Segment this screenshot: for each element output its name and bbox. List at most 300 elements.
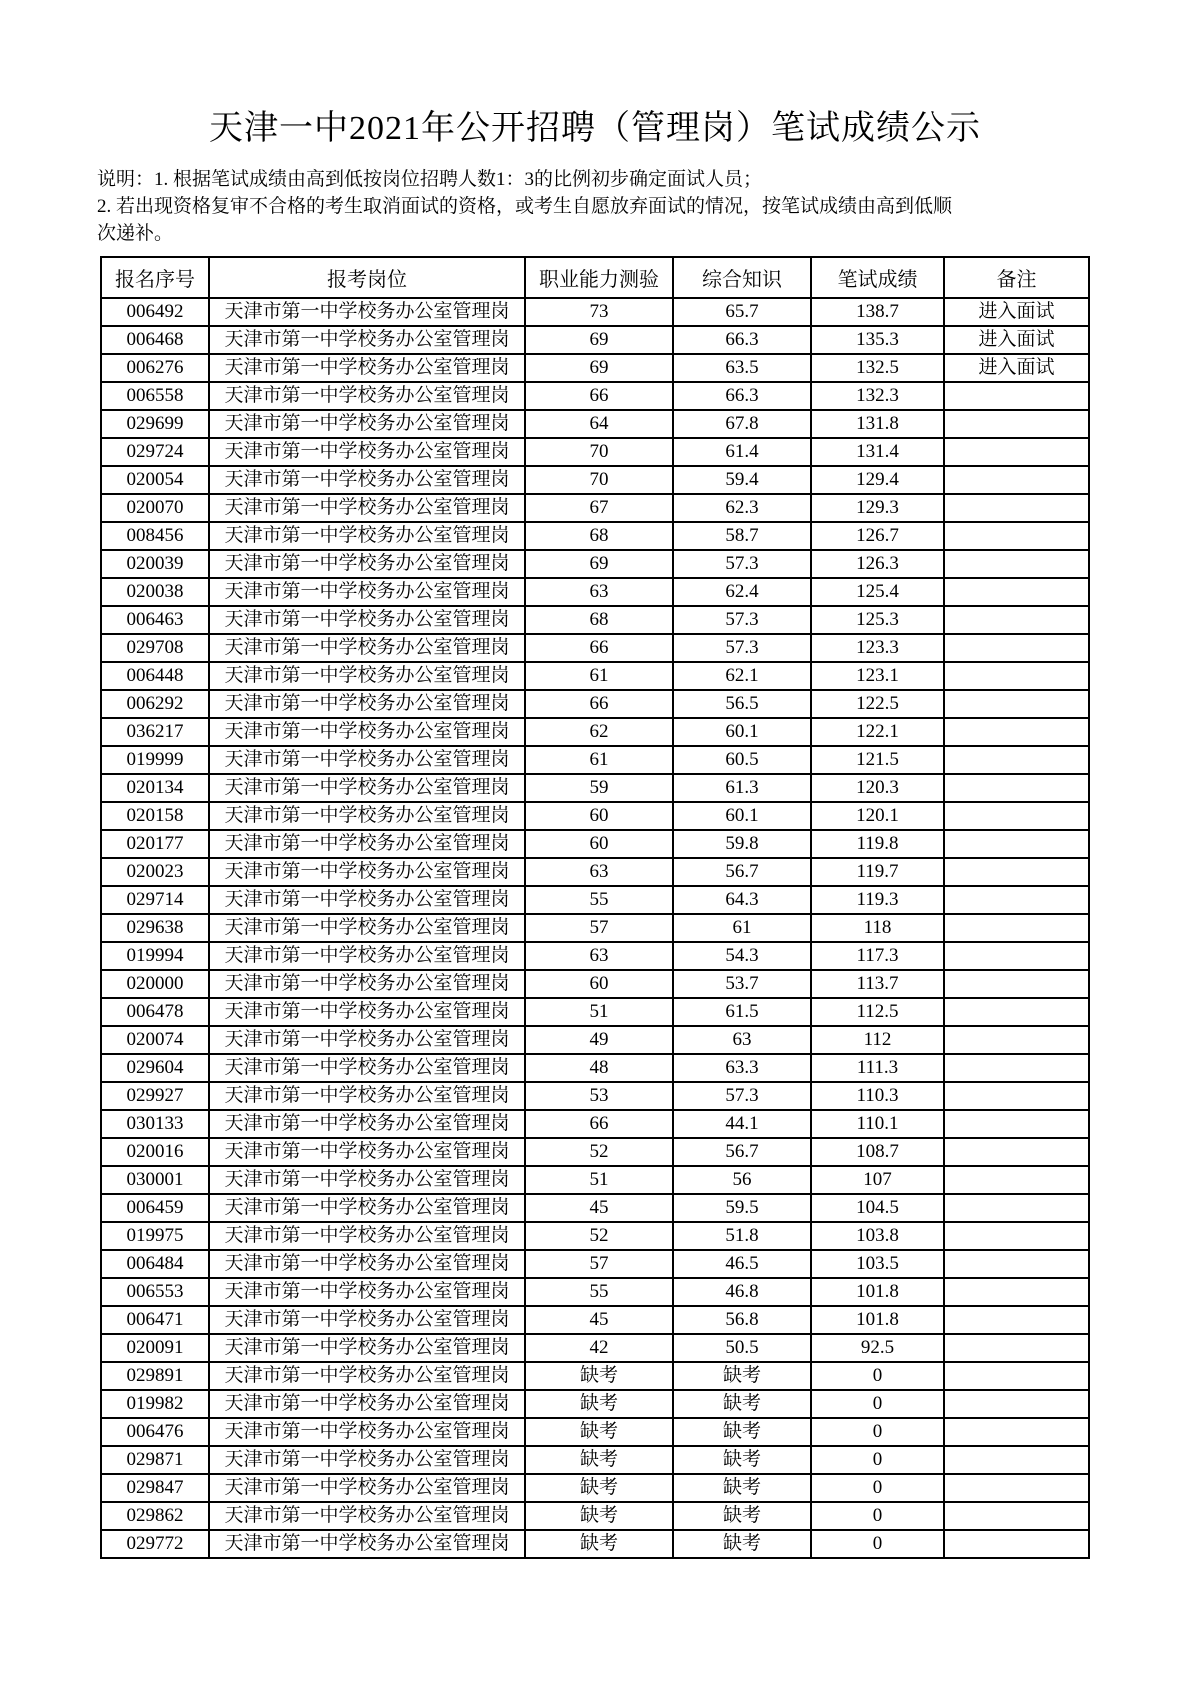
cell-reg-no: 006459 xyxy=(101,1194,209,1222)
cell-position: 天津市第一中学校务办公室管理岗 xyxy=(209,438,525,466)
cell-knowledge-score: 66.3 xyxy=(673,382,811,410)
cell-ability-score: 63 xyxy=(525,858,673,886)
table-row xyxy=(101,606,1089,634)
table-row xyxy=(101,830,1089,858)
cell-remark xyxy=(944,494,1089,522)
cell-ability-score: 42 xyxy=(525,1334,673,1362)
cell-ability-score: 67 xyxy=(525,494,673,522)
header-remark: 备注 xyxy=(944,257,1089,298)
cell-knowledge-score: 66.3 xyxy=(673,326,811,354)
cell-remark xyxy=(944,886,1089,914)
table-row xyxy=(101,1418,1089,1446)
table-row xyxy=(101,1082,1089,1110)
cell-remark xyxy=(944,410,1089,438)
table-header-row xyxy=(101,257,1089,298)
header-position: 报考岗位 xyxy=(209,257,525,298)
cell-knowledge-score: 63.3 xyxy=(673,1054,811,1082)
cell-remark xyxy=(944,1222,1089,1250)
table-row xyxy=(101,1502,1089,1530)
cell-position: 天津市第一中学校务办公室管理岗 xyxy=(209,1390,525,1418)
cell-ability-score: 68 xyxy=(525,522,673,550)
cell-total-score: 121.5 xyxy=(811,746,944,774)
cell-knowledge-score: 缺考 xyxy=(673,1474,811,1502)
cell-reg-no: 029708 xyxy=(101,634,209,662)
cell-reg-no: 006468 xyxy=(101,326,209,354)
table-row xyxy=(101,746,1089,774)
table-row xyxy=(101,1054,1089,1082)
cell-total-score: 107 xyxy=(811,1166,944,1194)
cell-knowledge-score: 59.4 xyxy=(673,466,811,494)
cell-remark xyxy=(944,998,1089,1026)
table-row xyxy=(101,886,1089,914)
cell-total-score: 0 xyxy=(811,1418,944,1446)
cell-knowledge-score: 67.8 xyxy=(673,410,811,438)
cell-reg-no: 030133 xyxy=(101,1110,209,1138)
cell-knowledge-score: 57.3 xyxy=(673,606,811,634)
table-body xyxy=(101,298,1089,1558)
cell-remark xyxy=(944,1194,1089,1222)
table-row xyxy=(101,1474,1089,1502)
page-title: 天津一中2021年公开招聘（管理岗）笔试成绩公示 xyxy=(209,110,981,147)
cell-knowledge-score: 缺考 xyxy=(673,1362,811,1390)
cell-position: 天津市第一中学校务办公室管理岗 xyxy=(209,1250,525,1278)
cell-ability-score: 70 xyxy=(525,466,673,494)
cell-knowledge-score: 56.7 xyxy=(673,1138,811,1166)
table-row xyxy=(101,438,1089,466)
cell-total-score: 108.7 xyxy=(811,1138,944,1166)
cell-knowledge-score: 46.8 xyxy=(673,1278,811,1306)
cell-reg-no: 029638 xyxy=(101,914,209,942)
cell-position: 天津市第一中学校务办公室管理岗 xyxy=(209,1306,525,1334)
table-row xyxy=(101,1446,1089,1474)
cell-knowledge-score: 51.8 xyxy=(673,1222,811,1250)
cell-remark xyxy=(944,1446,1089,1474)
cell-ability-score: 61 xyxy=(525,746,673,774)
cell-knowledge-score: 64.3 xyxy=(673,886,811,914)
cell-knowledge-score: 60.1 xyxy=(673,718,811,746)
cell-knowledge-score: 59.8 xyxy=(673,830,811,858)
cell-knowledge-score: 54.3 xyxy=(673,942,811,970)
cell-ability-score: 51 xyxy=(525,1166,673,1194)
cell-remark xyxy=(944,802,1089,830)
table-row xyxy=(101,494,1089,522)
cell-knowledge-score: 61.4 xyxy=(673,438,811,466)
note-line-2: 2. 若出现资格复审不合格的考生取消面试的资格，或考生自愿放弃面试的情况，按笔试成绩由高到低顺 xyxy=(97,196,953,217)
cell-knowledge-score: 61.5 xyxy=(673,998,811,1026)
cell-remark xyxy=(944,774,1089,802)
cell-total-score: 0 xyxy=(811,1530,944,1558)
cell-reg-no: 006292 xyxy=(101,690,209,718)
table-row xyxy=(101,1250,1089,1278)
table-row xyxy=(101,662,1089,690)
cell-reg-no: 019975 xyxy=(101,1222,209,1250)
cell-position: 天津市第一中学校务办公室管理岗 xyxy=(209,1502,525,1530)
cell-reg-no: 020038 xyxy=(101,578,209,606)
cell-ability-score: 60 xyxy=(525,830,673,858)
cell-remark xyxy=(944,634,1089,662)
cell-reg-no: 029724 xyxy=(101,438,209,466)
cell-position: 天津市第一中学校务办公室管理岗 xyxy=(209,1278,525,1306)
cell-position: 天津市第一中学校务办公室管理岗 xyxy=(209,998,525,1026)
cell-position: 天津市第一中学校务办公室管理岗 xyxy=(209,382,525,410)
cell-remark: 进入面试 xyxy=(944,354,1089,382)
cell-knowledge-score: 63 xyxy=(673,1026,811,1054)
cell-ability-score: 缺考 xyxy=(525,1390,673,1418)
cell-ability-score: 缺考 xyxy=(525,1446,673,1474)
table-row xyxy=(101,1530,1089,1558)
cell-remark xyxy=(944,914,1089,942)
cell-remark xyxy=(944,1418,1089,1446)
header-reg-no: 报名序号 xyxy=(101,257,209,298)
cell-remark xyxy=(944,1082,1089,1110)
cell-knowledge-score: 58.7 xyxy=(673,522,811,550)
cell-total-score: 131.4 xyxy=(811,438,944,466)
cell-position: 天津市第一中学校务办公室管理岗 xyxy=(209,914,525,942)
cell-position: 天津市第一中学校务办公室管理岗 xyxy=(209,1026,525,1054)
cell-total-score: 122.5 xyxy=(811,690,944,718)
cell-position: 天津市第一中学校务办公室管理岗 xyxy=(209,578,525,606)
table-row xyxy=(101,774,1089,802)
table-row xyxy=(101,970,1089,998)
cell-ability-score: 52 xyxy=(525,1222,673,1250)
cell-knowledge-score: 44.1 xyxy=(673,1110,811,1138)
cell-position: 天津市第一中学校务办公室管理岗 xyxy=(209,886,525,914)
cell-remark xyxy=(944,1502,1089,1530)
cell-position: 天津市第一中学校务办公室管理岗 xyxy=(209,298,525,326)
cell-remark xyxy=(944,942,1089,970)
table-row xyxy=(101,550,1089,578)
cell-total-score: 117.3 xyxy=(811,942,944,970)
cell-knowledge-score: 60.5 xyxy=(673,746,811,774)
cell-total-score: 129.4 xyxy=(811,466,944,494)
cell-total-score: 103.5 xyxy=(811,1250,944,1278)
cell-knowledge-score: 缺考 xyxy=(673,1446,811,1474)
cell-knowledge-score: 53.7 xyxy=(673,970,811,998)
cell-position: 天津市第一中学校务办公室管理岗 xyxy=(209,466,525,494)
cell-position: 天津市第一中学校务办公室管理岗 xyxy=(209,942,525,970)
cell-position: 天津市第一中学校务办公室管理岗 xyxy=(209,746,525,774)
table-row xyxy=(101,1334,1089,1362)
cell-reg-no: 036217 xyxy=(101,718,209,746)
table-row xyxy=(101,522,1089,550)
cell-reg-no: 020158 xyxy=(101,802,209,830)
cell-position: 天津市第一中学校务办公室管理岗 xyxy=(209,522,525,550)
cell-reg-no: 020177 xyxy=(101,830,209,858)
cell-ability-score: 48 xyxy=(525,1054,673,1082)
cell-knowledge-score: 缺考 xyxy=(673,1530,811,1558)
cell-reg-no: 006476 xyxy=(101,1418,209,1446)
notes-block xyxy=(97,166,1100,247)
cell-reg-no: 029699 xyxy=(101,410,209,438)
cell-ability-score: 51 xyxy=(525,998,673,1026)
cell-remark: 进入面试 xyxy=(944,326,1089,354)
cell-ability-score: 缺考 xyxy=(525,1502,673,1530)
cell-position: 天津市第一中学校务办公室管理岗 xyxy=(209,1166,525,1194)
cell-position: 天津市第一中学校务办公室管理岗 xyxy=(209,354,525,382)
cell-ability-score: 49 xyxy=(525,1026,673,1054)
table-row xyxy=(101,298,1089,326)
cell-position: 天津市第一中学校务办公室管理岗 xyxy=(209,1222,525,1250)
cell-remark xyxy=(944,970,1089,998)
table-row xyxy=(101,578,1089,606)
cell-reg-no: 006558 xyxy=(101,382,209,410)
cell-total-score: 132.5 xyxy=(811,354,944,382)
cell-knowledge-score: 63.5 xyxy=(673,354,811,382)
cell-total-score: 103.8 xyxy=(811,1222,944,1250)
cell-reg-no: 006478 xyxy=(101,998,209,1026)
cell-total-score: 0 xyxy=(811,1502,944,1530)
cell-remark xyxy=(944,1138,1089,1166)
table-row xyxy=(101,802,1089,830)
cell-position: 天津市第一中学校务办公室管理岗 xyxy=(209,1082,525,1110)
cell-total-score: 101.8 xyxy=(811,1278,944,1306)
cell-total-score: 119.8 xyxy=(811,830,944,858)
cell-reg-no: 029891 xyxy=(101,1362,209,1390)
header-knowledge: 综合知识 xyxy=(673,257,811,298)
cell-position: 天津市第一中学校务办公室管理岗 xyxy=(209,690,525,718)
cell-position: 天津市第一中学校务办公室管理岗 xyxy=(209,718,525,746)
cell-ability-score: 57 xyxy=(525,914,673,942)
cell-position: 天津市第一中学校务办公室管理岗 xyxy=(209,1362,525,1390)
score-table xyxy=(100,256,1090,1559)
cell-position: 天津市第一中学校务办公室管理岗 xyxy=(209,662,525,690)
cell-ability-score: 57 xyxy=(525,1250,673,1278)
cell-total-score: 110.1 xyxy=(811,1110,944,1138)
cell-total-score: 123.1 xyxy=(811,662,944,690)
cell-position: 天津市第一中学校务办公室管理岗 xyxy=(209,410,525,438)
cell-knowledge-score: 59.5 xyxy=(673,1194,811,1222)
table-row xyxy=(101,354,1089,382)
cell-position: 天津市第一中学校务办公室管理岗 xyxy=(209,1474,525,1502)
cell-total-score: 101.8 xyxy=(811,1306,944,1334)
table-row xyxy=(101,1390,1089,1418)
cell-ability-score: 缺考 xyxy=(525,1474,673,1502)
cell-ability-score: 59 xyxy=(525,774,673,802)
cell-total-score: 131.8 xyxy=(811,410,944,438)
cell-ability-score: 68 xyxy=(525,606,673,634)
cell-position: 天津市第一中学校务办公室管理岗 xyxy=(209,1334,525,1362)
cell-ability-score: 45 xyxy=(525,1194,673,1222)
cell-ability-score: 55 xyxy=(525,1278,673,1306)
table-row xyxy=(101,466,1089,494)
cell-position: 天津市第一中学校务办公室管理岗 xyxy=(209,326,525,354)
cell-total-score: 0 xyxy=(811,1362,944,1390)
cell-remark xyxy=(944,578,1089,606)
table-row xyxy=(101,382,1089,410)
cell-total-score: 110.3 xyxy=(811,1082,944,1110)
cell-remark xyxy=(944,1390,1089,1418)
cell-reg-no: 006471 xyxy=(101,1306,209,1334)
table-row xyxy=(101,1306,1089,1334)
cell-ability-score: 61 xyxy=(525,662,673,690)
cell-reg-no: 020054 xyxy=(101,466,209,494)
cell-ability-score: 60 xyxy=(525,970,673,998)
cell-knowledge-score: 50.5 xyxy=(673,1334,811,1362)
cell-reg-no: 030001 xyxy=(101,1166,209,1194)
table-row xyxy=(101,1362,1089,1390)
cell-total-score: 92.5 xyxy=(811,1334,944,1362)
cell-total-score: 119.7 xyxy=(811,858,944,886)
cell-reg-no: 020074 xyxy=(101,1026,209,1054)
cell-position: 天津市第一中学校务办公室管理岗 xyxy=(209,802,525,830)
cell-reg-no: 020023 xyxy=(101,858,209,886)
cell-total-score: 0 xyxy=(811,1390,944,1418)
cell-reg-no: 006492 xyxy=(101,298,209,326)
cell-ability-score: 69 xyxy=(525,354,673,382)
cell-remark xyxy=(944,606,1089,634)
cell-total-score: 120.3 xyxy=(811,774,944,802)
cell-remark xyxy=(944,1110,1089,1138)
cell-total-score: 123.3 xyxy=(811,634,944,662)
cell-position: 天津市第一中学校务办公室管理岗 xyxy=(209,970,525,998)
cell-ability-score: 55 xyxy=(525,886,673,914)
cell-ability-score: 60 xyxy=(525,802,673,830)
cell-knowledge-score: 56.7 xyxy=(673,858,811,886)
cell-total-score: 132.3 xyxy=(811,382,944,410)
cell-knowledge-score: 缺考 xyxy=(673,1390,811,1418)
cell-reg-no: 019994 xyxy=(101,942,209,970)
table-row xyxy=(101,634,1089,662)
cell-position: 天津市第一中学校务办公室管理岗 xyxy=(209,774,525,802)
cell-total-score: 113.7 xyxy=(811,970,944,998)
table-row xyxy=(101,1222,1089,1250)
cell-reg-no: 029927 xyxy=(101,1082,209,1110)
table-row xyxy=(101,1138,1089,1166)
cell-position: 天津市第一中学校务办公室管理岗 xyxy=(209,494,525,522)
cell-ability-score: 62 xyxy=(525,718,673,746)
cell-remark xyxy=(944,830,1089,858)
cell-remark xyxy=(944,1250,1089,1278)
cell-position: 天津市第一中学校务办公室管理岗 xyxy=(209,1530,525,1558)
cell-total-score: 0 xyxy=(811,1474,944,1502)
cell-remark xyxy=(944,662,1089,690)
cell-position: 天津市第一中学校务办公室管理岗 xyxy=(209,1418,525,1446)
cell-reg-no: 029862 xyxy=(101,1502,209,1530)
cell-remark xyxy=(944,1054,1089,1082)
table-row xyxy=(101,998,1089,1026)
cell-remark xyxy=(944,382,1089,410)
cell-knowledge-score: 57.3 xyxy=(673,1082,811,1110)
table-row xyxy=(101,1026,1089,1054)
cell-reg-no: 006276 xyxy=(101,354,209,382)
cell-knowledge-score: 缺考 xyxy=(673,1418,811,1446)
cell-ability-score: 70 xyxy=(525,438,673,466)
cell-reg-no: 029714 xyxy=(101,886,209,914)
cell-position: 天津市第一中学校务办公室管理岗 xyxy=(209,1194,525,1222)
cell-total-score: 129.3 xyxy=(811,494,944,522)
cell-total-score: 135.3 xyxy=(811,326,944,354)
cell-remark xyxy=(944,1530,1089,1558)
cell-reg-no: 006448 xyxy=(101,662,209,690)
cell-reg-no: 029772 xyxy=(101,1530,209,1558)
cell-reg-no: 020134 xyxy=(101,774,209,802)
cell-total-score: 120.1 xyxy=(811,802,944,830)
cell-remark xyxy=(944,1026,1089,1054)
cell-total-score: 112.5 xyxy=(811,998,944,1026)
cell-remark xyxy=(944,1334,1089,1362)
table-row xyxy=(101,942,1089,970)
cell-total-score: 0 xyxy=(811,1446,944,1474)
cell-reg-no: 029847 xyxy=(101,1474,209,1502)
cell-reg-no: 019982 xyxy=(101,1390,209,1418)
cell-remark xyxy=(944,1278,1089,1306)
cell-position: 天津市第一中学校务办公室管理岗 xyxy=(209,1054,525,1082)
table-row xyxy=(101,858,1089,886)
cell-ability-score: 63 xyxy=(525,578,673,606)
cell-remark: 进入面试 xyxy=(944,298,1089,326)
cell-total-score: 126.3 xyxy=(811,550,944,578)
cell-knowledge-score: 62.4 xyxy=(673,578,811,606)
cell-total-score: 111.3 xyxy=(811,1054,944,1082)
cell-position: 天津市第一中学校务办公室管理岗 xyxy=(209,830,525,858)
cell-reg-no: 008456 xyxy=(101,522,209,550)
cell-ability-score: 45 xyxy=(525,1306,673,1334)
cell-total-score: 118 xyxy=(811,914,944,942)
note-line-3: 次递补。 xyxy=(97,223,174,244)
cell-knowledge-score: 56.8 xyxy=(673,1306,811,1334)
cell-knowledge-score: 61 xyxy=(673,914,811,942)
table-row xyxy=(101,914,1089,942)
cell-ability-score: 53 xyxy=(525,1082,673,1110)
cell-ability-score: 69 xyxy=(525,550,673,578)
cell-reg-no: 029871 xyxy=(101,1446,209,1474)
cell-total-score: 104.5 xyxy=(811,1194,944,1222)
table-row xyxy=(101,1194,1089,1222)
cell-knowledge-score: 46.5 xyxy=(673,1250,811,1278)
cell-ability-score: 缺考 xyxy=(525,1530,673,1558)
table-row xyxy=(101,718,1089,746)
table-row xyxy=(101,1166,1089,1194)
cell-total-score: 138.7 xyxy=(811,298,944,326)
cell-position: 天津市第一中学校务办公室管理岗 xyxy=(209,858,525,886)
table-row xyxy=(101,1110,1089,1138)
header-ability-test: 职业能力测验 xyxy=(525,257,673,298)
cell-knowledge-score: 56.5 xyxy=(673,690,811,718)
cell-remark xyxy=(944,746,1089,774)
note-line-1: 说明：1. 根据笔试成绩由高到低按岗位招聘人数1：3的比例初步确定面试人员； xyxy=(97,169,763,190)
cell-knowledge-score: 61.3 xyxy=(673,774,811,802)
cell-position: 天津市第一中学校务办公室管理岗 xyxy=(209,606,525,634)
cell-ability-score: 66 xyxy=(525,690,673,718)
cell-reg-no: 029604 xyxy=(101,1054,209,1082)
cell-reg-no: 006484 xyxy=(101,1250,209,1278)
cell-remark xyxy=(944,1362,1089,1390)
table-row xyxy=(101,410,1089,438)
cell-ability-score: 73 xyxy=(525,298,673,326)
cell-total-score: 119.3 xyxy=(811,886,944,914)
cell-ability-score: 66 xyxy=(525,634,673,662)
table-row xyxy=(101,326,1089,354)
cell-remark xyxy=(944,466,1089,494)
cell-reg-no: 020000 xyxy=(101,970,209,998)
cell-remark xyxy=(944,438,1089,466)
cell-remark xyxy=(944,1306,1089,1334)
cell-ability-score: 69 xyxy=(525,326,673,354)
cell-position: 天津市第一中学校务办公室管理岗 xyxy=(209,1446,525,1474)
cell-remark xyxy=(944,858,1089,886)
cell-ability-score: 63 xyxy=(525,942,673,970)
cell-reg-no: 020091 xyxy=(101,1334,209,1362)
table-row xyxy=(101,1278,1089,1306)
cell-ability-score: 缺考 xyxy=(525,1362,673,1390)
cell-knowledge-score: 62.1 xyxy=(673,662,811,690)
cell-ability-score: 64 xyxy=(525,410,673,438)
cell-knowledge-score: 缺考 xyxy=(673,1502,811,1530)
cell-ability-score: 66 xyxy=(525,1110,673,1138)
cell-total-score: 126.7 xyxy=(811,522,944,550)
cell-remark xyxy=(944,718,1089,746)
cell-knowledge-score: 57.3 xyxy=(673,550,811,578)
